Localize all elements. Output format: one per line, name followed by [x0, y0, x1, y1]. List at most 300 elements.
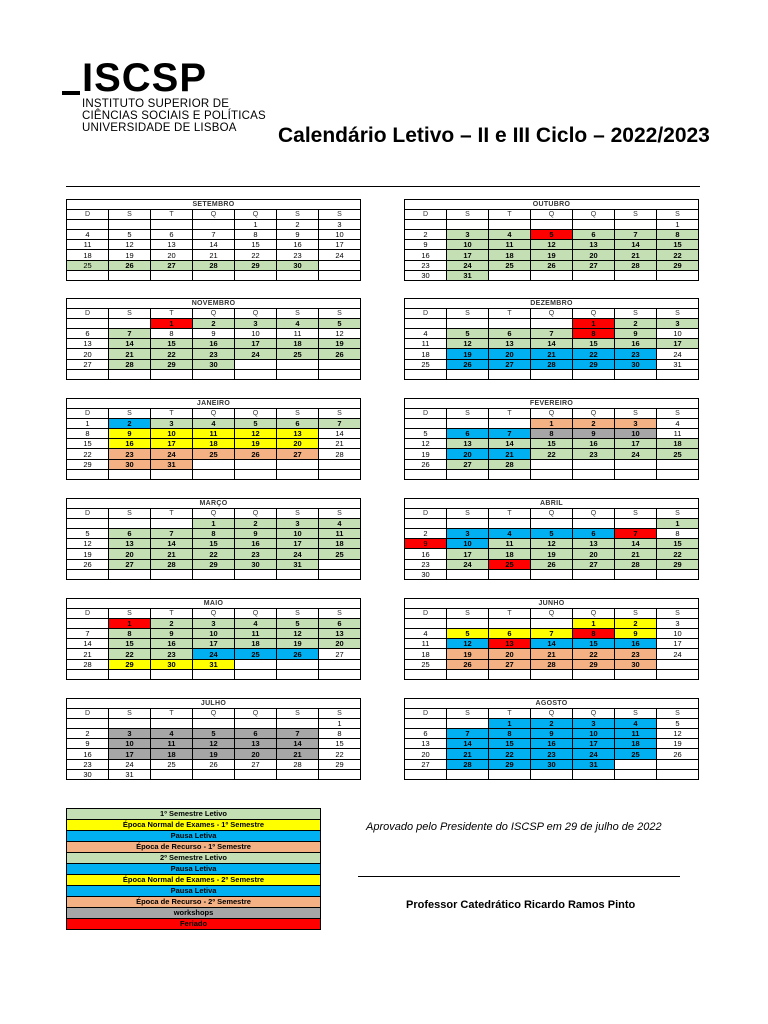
empty-cell — [67, 220, 109, 230]
month-name: ABRIL — [405, 499, 699, 509]
empty-cell — [319, 659, 361, 669]
day-cell: 17 — [657, 339, 699, 349]
day-cell: 13 — [151, 240, 193, 250]
week-row — [405, 419, 699, 429]
month-name: JULHO — [67, 699, 361, 709]
day-cell: 27 — [151, 260, 193, 270]
empty-cell — [447, 669, 489, 679]
empty-cell — [277, 469, 319, 479]
empty-cell — [193, 569, 235, 579]
day-cell: 28 — [193, 260, 235, 270]
week-row — [67, 519, 361, 529]
empty-cell — [531, 519, 573, 529]
day-cell: 8 — [151, 329, 193, 339]
day-cell: 21 — [151, 549, 193, 559]
day-cell: 27 — [489, 659, 531, 669]
week-row — [67, 719, 361, 729]
week-row — [67, 329, 361, 339]
day-cell: 15 — [319, 739, 361, 749]
empty-cell — [109, 369, 151, 379]
weekday-header: D — [405, 409, 447, 419]
day-cell: 4 — [489, 529, 531, 539]
day-cell: 31 — [109, 769, 151, 779]
week-row — [405, 230, 699, 240]
weekday-header: S — [615, 309, 657, 319]
weekday-header: S — [657, 409, 699, 419]
day-cell: 4 — [405, 629, 447, 639]
weekday-header: S — [277, 309, 319, 319]
day-cell: 30 — [109, 459, 151, 469]
day-cell: 1 — [235, 220, 277, 230]
day-cell: 11 — [151, 739, 193, 749]
weekday-header: Q — [573, 609, 615, 619]
week-row — [405, 519, 699, 529]
empty-cell — [193, 669, 235, 679]
day-cell: 27 — [277, 449, 319, 459]
weekday-header: T — [151, 709, 193, 719]
week-row — [67, 270, 361, 280]
day-cell: 6 — [319, 619, 361, 629]
day-cell: 6 — [235, 729, 277, 739]
week-row — [67, 659, 361, 669]
day-cell: 13 — [277, 429, 319, 439]
day-cell: 25 — [235, 649, 277, 659]
week-row — [405, 319, 699, 329]
day-cell: 28 — [277, 759, 319, 769]
day-cell: 31 — [193, 659, 235, 669]
day-cell: 6 — [405, 729, 447, 739]
day-cell: 11 — [405, 339, 447, 349]
weekday-header: Q — [235, 309, 277, 319]
weekday-header: D — [405, 210, 447, 220]
day-cell: 30 — [151, 659, 193, 669]
day-cell: 19 — [235, 439, 277, 449]
day-cell: 26 — [109, 260, 151, 270]
weekday-header: Q — [531, 509, 573, 519]
empty-cell — [67, 319, 109, 329]
day-cell: 14 — [277, 739, 319, 749]
weekday-header: D — [405, 309, 447, 319]
day-cell: 1 — [67, 419, 109, 429]
day-cell: 9 — [67, 739, 109, 749]
day-cell: 18 — [657, 439, 699, 449]
day-cell: 10 — [151, 429, 193, 439]
weekday-header: Q — [531, 709, 573, 719]
day-cell: 31 — [277, 559, 319, 569]
weekday-header: S — [447, 509, 489, 519]
day-cell: 26 — [319, 349, 361, 359]
day-cell: 9 — [615, 329, 657, 339]
empty-cell — [531, 569, 573, 579]
day-cell: 13 — [573, 539, 615, 549]
day-cell: 30 — [277, 260, 319, 270]
empty-cell — [151, 669, 193, 679]
day-cell: 3 — [235, 319, 277, 329]
day-cell: 13 — [67, 339, 109, 349]
day-cell: 30 — [405, 569, 447, 579]
empty-cell — [235, 569, 277, 579]
weekday-header: T — [151, 309, 193, 319]
day-cell: 2 — [151, 619, 193, 629]
week-row — [405, 329, 699, 339]
month-name: DEZEMBRO — [405, 299, 699, 309]
weekday-header: T — [151, 609, 193, 619]
empty-cell — [531, 369, 573, 379]
signer-name: Professor Catedrático Ricardo Ramos Pinto — [406, 899, 636, 911]
day-cell: 2 — [405, 230, 447, 240]
day-cell: 29 — [319, 759, 361, 769]
week-row — [67, 549, 361, 559]
day-cell: 18 — [193, 439, 235, 449]
day-cell: 23 — [151, 649, 193, 659]
month-name: JANEIRO — [67, 399, 361, 409]
day-cell: 26 — [405, 459, 447, 469]
day-cell: 9 — [277, 230, 319, 240]
day-cell: 7 — [151, 529, 193, 539]
empty-cell — [109, 319, 151, 329]
day-cell: 24 — [193, 649, 235, 659]
day-cell: 23 — [235, 549, 277, 559]
week-row — [405, 719, 699, 729]
empty-cell — [235, 369, 277, 379]
day-cell: 19 — [447, 649, 489, 659]
day-cell: 26 — [531, 260, 573, 270]
empty-cell — [277, 659, 319, 669]
day-cell: 24 — [447, 260, 489, 270]
weekday-header: S — [447, 210, 489, 220]
day-cell: 3 — [615, 419, 657, 429]
day-cell: 23 — [405, 260, 447, 270]
empty-cell — [447, 469, 489, 479]
empty-cell — [193, 220, 235, 230]
empty-cell — [193, 769, 235, 779]
empty-cell — [405, 669, 447, 679]
day-cell: 18 — [67, 250, 109, 260]
day-cell: 9 — [235, 529, 277, 539]
weekday-header: S — [277, 709, 319, 719]
legend-item: 2º Semestre Letivo — [67, 853, 321, 864]
day-cell: 16 — [67, 749, 109, 759]
day-cell: 24 — [277, 549, 319, 559]
day-cell: 13 — [489, 639, 531, 649]
day-cell: 10 — [235, 329, 277, 339]
day-cell: 9 — [573, 429, 615, 439]
empty-cell — [447, 569, 489, 579]
day-cell: 5 — [447, 629, 489, 639]
day-cell: 19 — [109, 250, 151, 260]
day-cell: 2 — [531, 719, 573, 729]
empty-cell — [235, 469, 277, 479]
day-cell: 1 — [657, 519, 699, 529]
day-cell: 10 — [615, 429, 657, 439]
day-cell: 4 — [235, 619, 277, 629]
empty-cell — [109, 669, 151, 679]
day-cell: 15 — [151, 339, 193, 349]
weekday-header: S — [657, 509, 699, 519]
day-cell: 19 — [67, 549, 109, 559]
weekday-header: S — [277, 509, 319, 519]
empty-cell — [405, 719, 447, 729]
week-row — [67, 739, 361, 749]
day-cell: 24 — [657, 649, 699, 659]
day-cell: 12 — [109, 240, 151, 250]
day-cell: 18 — [151, 749, 193, 759]
day-cell: 9 — [109, 429, 151, 439]
day-cell: 15 — [67, 439, 109, 449]
day-cell: 28 — [447, 759, 489, 769]
empty-cell — [447, 719, 489, 729]
empty-cell — [109, 719, 151, 729]
weekday-header: S — [277, 210, 319, 220]
day-cell: 30 — [67, 769, 109, 779]
month-table — [66, 698, 361, 780]
day-cell: 11 — [193, 429, 235, 439]
legend-item: Época Normal de Exames - 2º Semestre — [67, 875, 321, 886]
day-cell: 2 — [67, 729, 109, 739]
day-cell: 14 — [109, 339, 151, 349]
day-cell: 2 — [573, 419, 615, 429]
day-cell: 3 — [657, 619, 699, 629]
day-cell: 5 — [277, 619, 319, 629]
header-divider — [66, 186, 700, 187]
empty-cell — [573, 519, 615, 529]
empty-cell — [573, 669, 615, 679]
week-row — [405, 739, 699, 749]
day-cell: 29 — [151, 359, 193, 369]
empty-cell — [319, 559, 361, 569]
month-name: AGOSTO — [405, 699, 699, 709]
day-cell: 20 — [447, 449, 489, 459]
day-cell: 11 — [235, 629, 277, 639]
weekday-header: S — [615, 409, 657, 419]
day-cell: 8 — [67, 429, 109, 439]
day-cell: 25 — [193, 449, 235, 459]
logo-subtitle-3: UNIVERSIDADE DE LISBOA — [82, 122, 237, 134]
day-cell: 11 — [405, 639, 447, 649]
day-cell: 25 — [489, 559, 531, 569]
empty-cell — [405, 319, 447, 329]
empty-cell — [277, 669, 319, 679]
weekday-header: Q — [573, 309, 615, 319]
weekday-header: S — [615, 709, 657, 719]
day-cell: 26 — [447, 659, 489, 669]
empty-cell — [109, 220, 151, 230]
day-cell: 27 — [489, 359, 531, 369]
day-cell: 5 — [235, 419, 277, 429]
day-cell: 15 — [109, 639, 151, 649]
day-cell: 15 — [489, 739, 531, 749]
empty-cell — [151, 469, 193, 479]
empty-cell — [573, 769, 615, 779]
weekday-header: D — [405, 509, 447, 519]
week-row — [67, 439, 361, 449]
weekday-header: S — [319, 309, 361, 319]
day-cell: 27 — [447, 459, 489, 469]
day-cell: 29 — [657, 260, 699, 270]
legend-item: Feriado — [67, 919, 321, 930]
day-cell: 18 — [319, 539, 361, 549]
day-cell: 17 — [447, 549, 489, 559]
empty-cell — [573, 569, 615, 579]
day-cell: 26 — [193, 759, 235, 769]
day-cell: 12 — [447, 639, 489, 649]
day-cell: 14 — [67, 639, 109, 649]
day-cell: 17 — [235, 339, 277, 349]
day-cell: 12 — [319, 329, 361, 339]
month-table — [66, 398, 361, 480]
day-cell: 5 — [405, 429, 447, 439]
week-row — [405, 669, 699, 679]
day-cell: 27 — [109, 559, 151, 569]
week-row — [67, 250, 361, 260]
day-cell: 2 — [277, 220, 319, 230]
weekday-header: S — [109, 309, 151, 319]
day-cell: 18 — [489, 549, 531, 559]
legend-item: workshops — [67, 908, 321, 919]
day-cell: 7 — [531, 329, 573, 339]
week-row — [67, 429, 361, 439]
day-cell: 9 — [405, 240, 447, 250]
month-table — [404, 698, 699, 780]
week-row — [67, 469, 361, 479]
empty-cell — [277, 719, 319, 729]
day-cell: 4 — [319, 519, 361, 529]
empty-cell — [67, 619, 109, 629]
month-name: SETEMBRO — [67, 200, 361, 210]
day-cell: 24 — [235, 349, 277, 359]
empty-cell — [235, 669, 277, 679]
day-cell: 29 — [489, 759, 531, 769]
weekday-header: Q — [531, 409, 573, 419]
day-cell: 7 — [447, 729, 489, 739]
empty-cell — [531, 669, 573, 679]
empty-cell — [235, 459, 277, 469]
logo-bar — [62, 91, 80, 95]
empty-cell — [319, 270, 361, 280]
weekday-header: T — [489, 309, 531, 319]
week-row — [67, 449, 361, 459]
day-cell: 18 — [277, 339, 319, 349]
week-row — [405, 270, 699, 280]
weekday-header: Q — [193, 309, 235, 319]
empty-cell — [151, 270, 193, 280]
empty-cell — [67, 469, 109, 479]
empty-cell — [657, 769, 699, 779]
day-cell: 21 — [615, 549, 657, 559]
legend-item: Época Normal de Exames - 1º Semestre — [67, 820, 321, 831]
month-name: FEVEREIRO — [405, 399, 699, 409]
day-cell: 16 — [405, 549, 447, 559]
empty-cell — [319, 260, 361, 270]
empty-cell — [447, 319, 489, 329]
day-cell: 29 — [573, 659, 615, 669]
day-cell: 19 — [193, 749, 235, 759]
day-cell: 29 — [109, 659, 151, 669]
day-cell: 15 — [573, 339, 615, 349]
day-cell: 3 — [657, 319, 699, 329]
day-cell: 30 — [615, 659, 657, 669]
month-name: OUTUBRO — [405, 200, 699, 210]
day-cell: 28 — [615, 559, 657, 569]
day-cell: 4 — [615, 719, 657, 729]
day-cell: 13 — [405, 739, 447, 749]
day-cell: 13 — [109, 539, 151, 549]
day-cell: 7 — [319, 419, 361, 429]
week-row — [405, 549, 699, 559]
day-cell: 8 — [573, 329, 615, 339]
day-cell: 9 — [531, 729, 573, 739]
day-cell: 23 — [109, 449, 151, 459]
day-cell: 10 — [657, 329, 699, 339]
week-row — [67, 369, 361, 379]
day-cell: 6 — [67, 329, 109, 339]
day-cell: 2 — [193, 319, 235, 329]
day-cell: 11 — [277, 329, 319, 339]
empty-cell — [657, 759, 699, 769]
day-cell: 16 — [151, 639, 193, 649]
day-cell: 6 — [489, 329, 531, 339]
day-cell: 3 — [319, 220, 361, 230]
week-row — [405, 369, 699, 379]
week-row — [67, 529, 361, 539]
weekday-header: S — [319, 409, 361, 419]
empty-cell — [489, 769, 531, 779]
day-cell: 27 — [573, 559, 615, 569]
empty-cell — [405, 369, 447, 379]
empty-cell — [405, 519, 447, 529]
day-cell: 27 — [235, 759, 277, 769]
weekday-header: Q — [235, 210, 277, 220]
empty-cell — [235, 769, 277, 779]
empty-cell — [531, 220, 573, 230]
weekday-header: Q — [531, 210, 573, 220]
empty-cell — [151, 569, 193, 579]
day-cell: 18 — [405, 649, 447, 659]
week-row — [67, 349, 361, 359]
iscsp-logo — [62, 58, 266, 134]
day-cell: 4 — [405, 329, 447, 339]
empty-cell — [235, 719, 277, 729]
month-name: NOVEMBRO — [67, 299, 361, 309]
day-cell: 25 — [489, 260, 531, 270]
weekday-header: S — [319, 609, 361, 619]
day-cell: 16 — [277, 240, 319, 250]
day-cell: 21 — [615, 250, 657, 260]
empty-cell — [657, 369, 699, 379]
weekday-header: T — [489, 210, 531, 220]
day-cell: 11 — [489, 539, 531, 549]
day-cell: 8 — [235, 230, 277, 240]
week-row — [405, 629, 699, 639]
day-cell: 21 — [277, 749, 319, 759]
empty-cell — [67, 519, 109, 529]
week-row — [67, 749, 361, 759]
week-row — [67, 759, 361, 769]
day-cell: 4 — [193, 419, 235, 429]
document-title: Calendário Letivo – II e III Ciclo – 2022/2023 — [278, 124, 710, 147]
weekday-header: Q — [193, 709, 235, 719]
empty-cell — [193, 270, 235, 280]
day-cell: 20 — [319, 639, 361, 649]
day-cell: 16 — [615, 639, 657, 649]
day-cell: 2 — [405, 529, 447, 539]
day-cell: 14 — [193, 240, 235, 250]
day-cell: 30 — [405, 270, 447, 280]
day-cell: 9 — [193, 329, 235, 339]
weekday-header: T — [151, 509, 193, 519]
empty-cell — [657, 569, 699, 579]
weekday-header: S — [447, 609, 489, 619]
